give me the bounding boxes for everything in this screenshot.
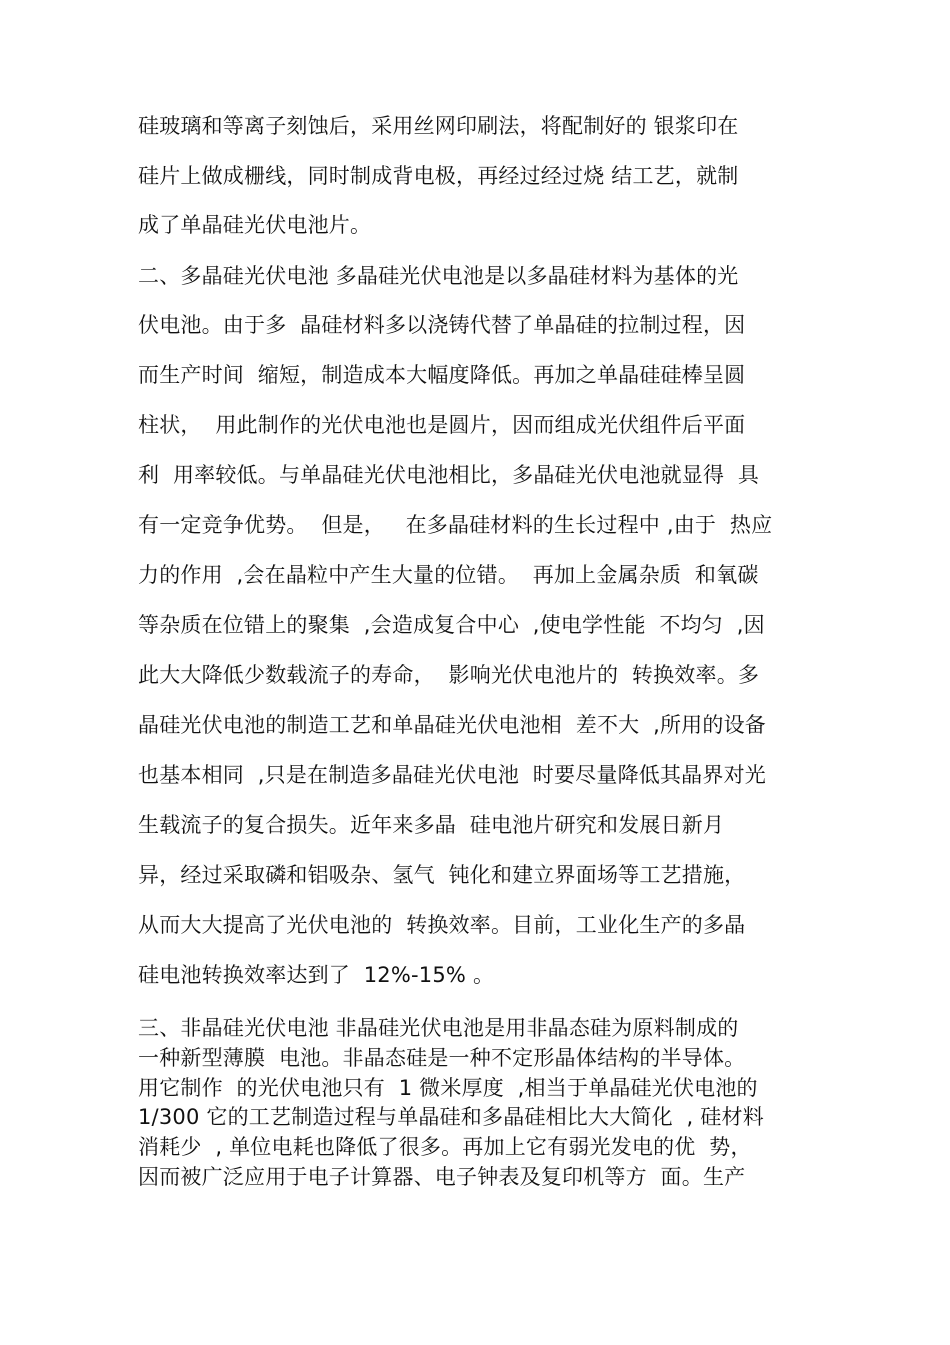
text-line: 有一定竞争优势。 但是， 在多晶硅材料的生长过程中 ,由于 热应 (138, 513, 773, 537)
text-line: 从而大大提高了光伏电池的 转换效率。目前，工业化生产的多晶 (138, 913, 746, 937)
text-line: 晶硅光伏电池的制造工艺和单晶硅光伏电池相 差不大 ,所用的设备 (138, 713, 766, 737)
text-line: 二、多晶硅光伏电池 多晶硅光伏电池是以多晶硅材料为基体的光 (138, 264, 739, 288)
text-line: 硅电池转换效率达到了 12%-15% 。 (138, 963, 495, 987)
text-line: 力的作用 ,会在晶粒中产生大量的位错。 再加上金属杂质 和氧碳 (138, 563, 759, 587)
text-line: 伏电池。由于多 晶硅材料多以浇铸代替了单晶硅的拉制过程，因 (138, 313, 746, 337)
text-line: 此大大降低少数载流子的寿命， 影响光伏电池片的 转换效率。多 (138, 663, 760, 687)
text-line: 柱状， 用此制作的光伏电池也是圆片，因而组成光伏组件后平面 (138, 413, 746, 437)
text-line: 消耗少 , 单位电耗也降低了很多。再加上它有弱光发电的优 势， (138, 1135, 752, 1159)
text-line: 而生产时间 缩短，制造成本大幅度降低。再加之单晶硅硅棒呈圆 (138, 363, 746, 387)
text-line: 1/300 它的工艺制造过程与单晶硅和多晶硅相比大大简化 , 硅材料 (138, 1105, 764, 1129)
text-line: 也基本相同 ,只是在制造多晶硅光伏电池 时要尽量降低其晶界对光 (138, 763, 766, 787)
text-line: 硅玻璃和等离子刻蚀后，采用丝网印刷法，将配制好的 银浆印在 (138, 114, 739, 138)
text-line: 成了单晶硅光伏电池片。 (138, 213, 372, 237)
text-line: 用它制作 的光伏电池只有 1 微米厚度 ,相当于单晶硅光伏电池的 (138, 1076, 758, 1100)
text-line: 三、非晶硅光伏电池 非晶硅光伏电池是用非晶态硅为原料制成的 (138, 1016, 739, 1040)
text-line: 生载流子的复合损失。近年来多晶 硅电池片研究和发展日新月 (138, 813, 725, 837)
text-line: 等杂质在位错上的聚集 ,会造成复合中心 ,使电学性能 不均匀 ,因 (138, 613, 765, 637)
text-line: 因而被广泛应用于电子计算器、电子钟表及复印机等方 面。生产 (138, 1165, 746, 1189)
text-line: 硅片上做成栅线，同时制成背电极，再经过经过烧 结工艺，就制 (138, 164, 739, 188)
text-line: 一种新型薄膜 电池。非晶态硅是一种不定形晶体结构的半导体。 (138, 1046, 746, 1070)
text-line: 异，经过采取磷和铝吸杂、氢气 钝化和建立界面场等工艺措施， (138, 863, 746, 887)
text-line: 利 用率较低。与单晶硅光伏电池相比，多晶硅光伏电池就显得 具 (138, 463, 760, 487)
